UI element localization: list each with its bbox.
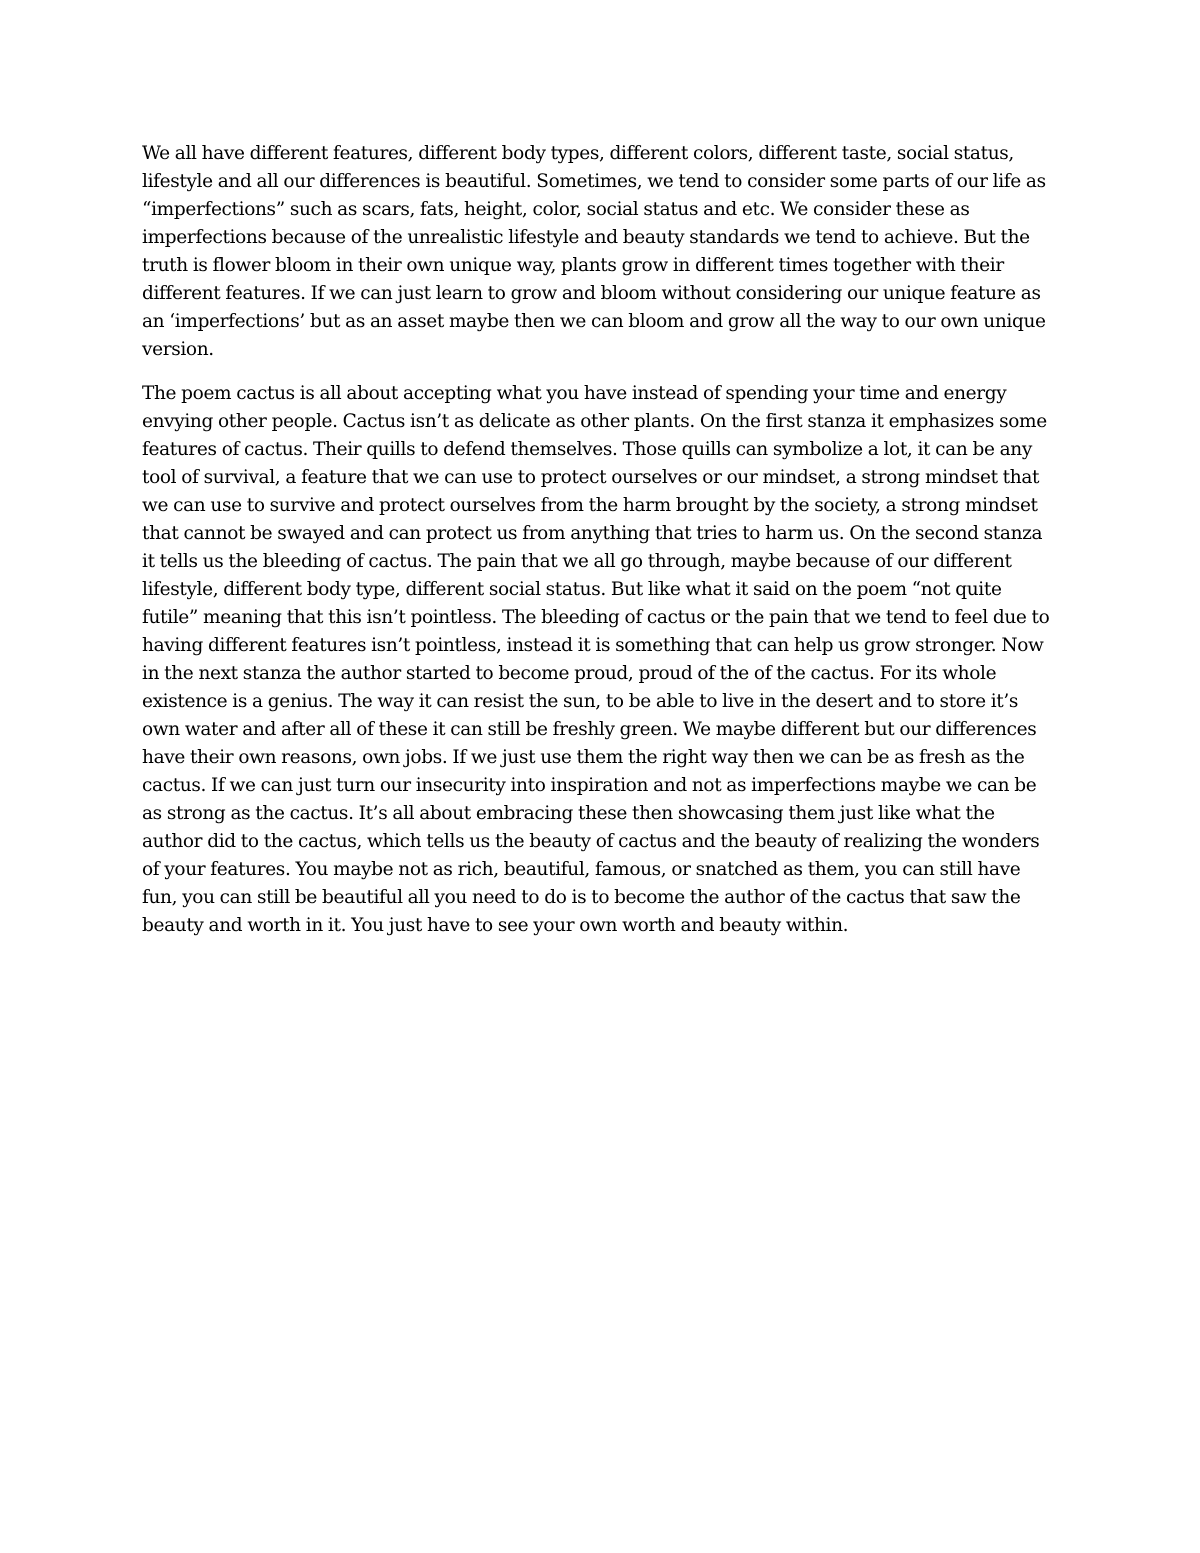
paragraph-2: The poem cactus is all about accepting what you have instead of spending your time and energy envying other people. Cactus isn’t as delicate as other plants. On the first stanza it emphasizes some features of cactus. Their quills to defend themselves. Those quills can symbolize a lot, it can be any tool of survival, a feature that we can use to protect ourselves or our mindset, a strong mindset that we can use to survive and protect ourselves from the harm brought by the society, a strong mindset that cannot be swayed and can protect us from anything that tries to harm us. On the second stanza it tells us the bleeding of cactus. The pain that we all go through, maybe because of our different lifestyle, different body type, different social status. But like what it said on the poem “not quite futile” meaning that this isn’t pointless. The bleeding of cactus or the pain that we tend to feel due to having different features isn’t pointless, instead it is something that can help us grow stronger. Now in the next stanza the author started to become proud, proud of the of the cactus. For its whole existence is a genius. The way it can resist the sun, to be able to live in the desert and to store it’s own water and after all of these it can still be freshly green. We maybe different but our differences have their own reasons, own jobs. If we just use them the right way then we can be as fresh as the cactus. If we can just turn our insecurity into inspiration and not as imperfections maybe we can be as strong as the cactus. It’s all about embracing these then showcasing them just like what the author did to the cactus, which tells us the beauty of cactus and the beauty of realizing the wonders of your features. You maybe not as rich, beautiful, famous, or snatched as them, you can still have fun, you can still be beautiful all you need to do is to become the author of the cactus that saw the beauty and worth in it. You just have to see your own worth and beauty within. xyxy=(142,383,1050,936)
paragraph-1: We all have different features, different body types, different colors, different taste, social status, lifestyle and all our differences is beautiful. Sometimes, we tend to consider some parts of our life as “imperfections” such as scars, fats, height, color, social status and etc. We consider these as imperfections because of the unrealistic lifestyle and beauty standards we tend to achieve. But the truth is flower bloom in their own unique way, plants grow in different times together with their different features. If we can just learn to grow and bloom without considering our unique feature as an ‘imperfections’ but as an asset maybe then we can bloom and grow all the way to our own unique version. xyxy=(142,143,1046,360)
document-body xyxy=(142,140,1058,956)
